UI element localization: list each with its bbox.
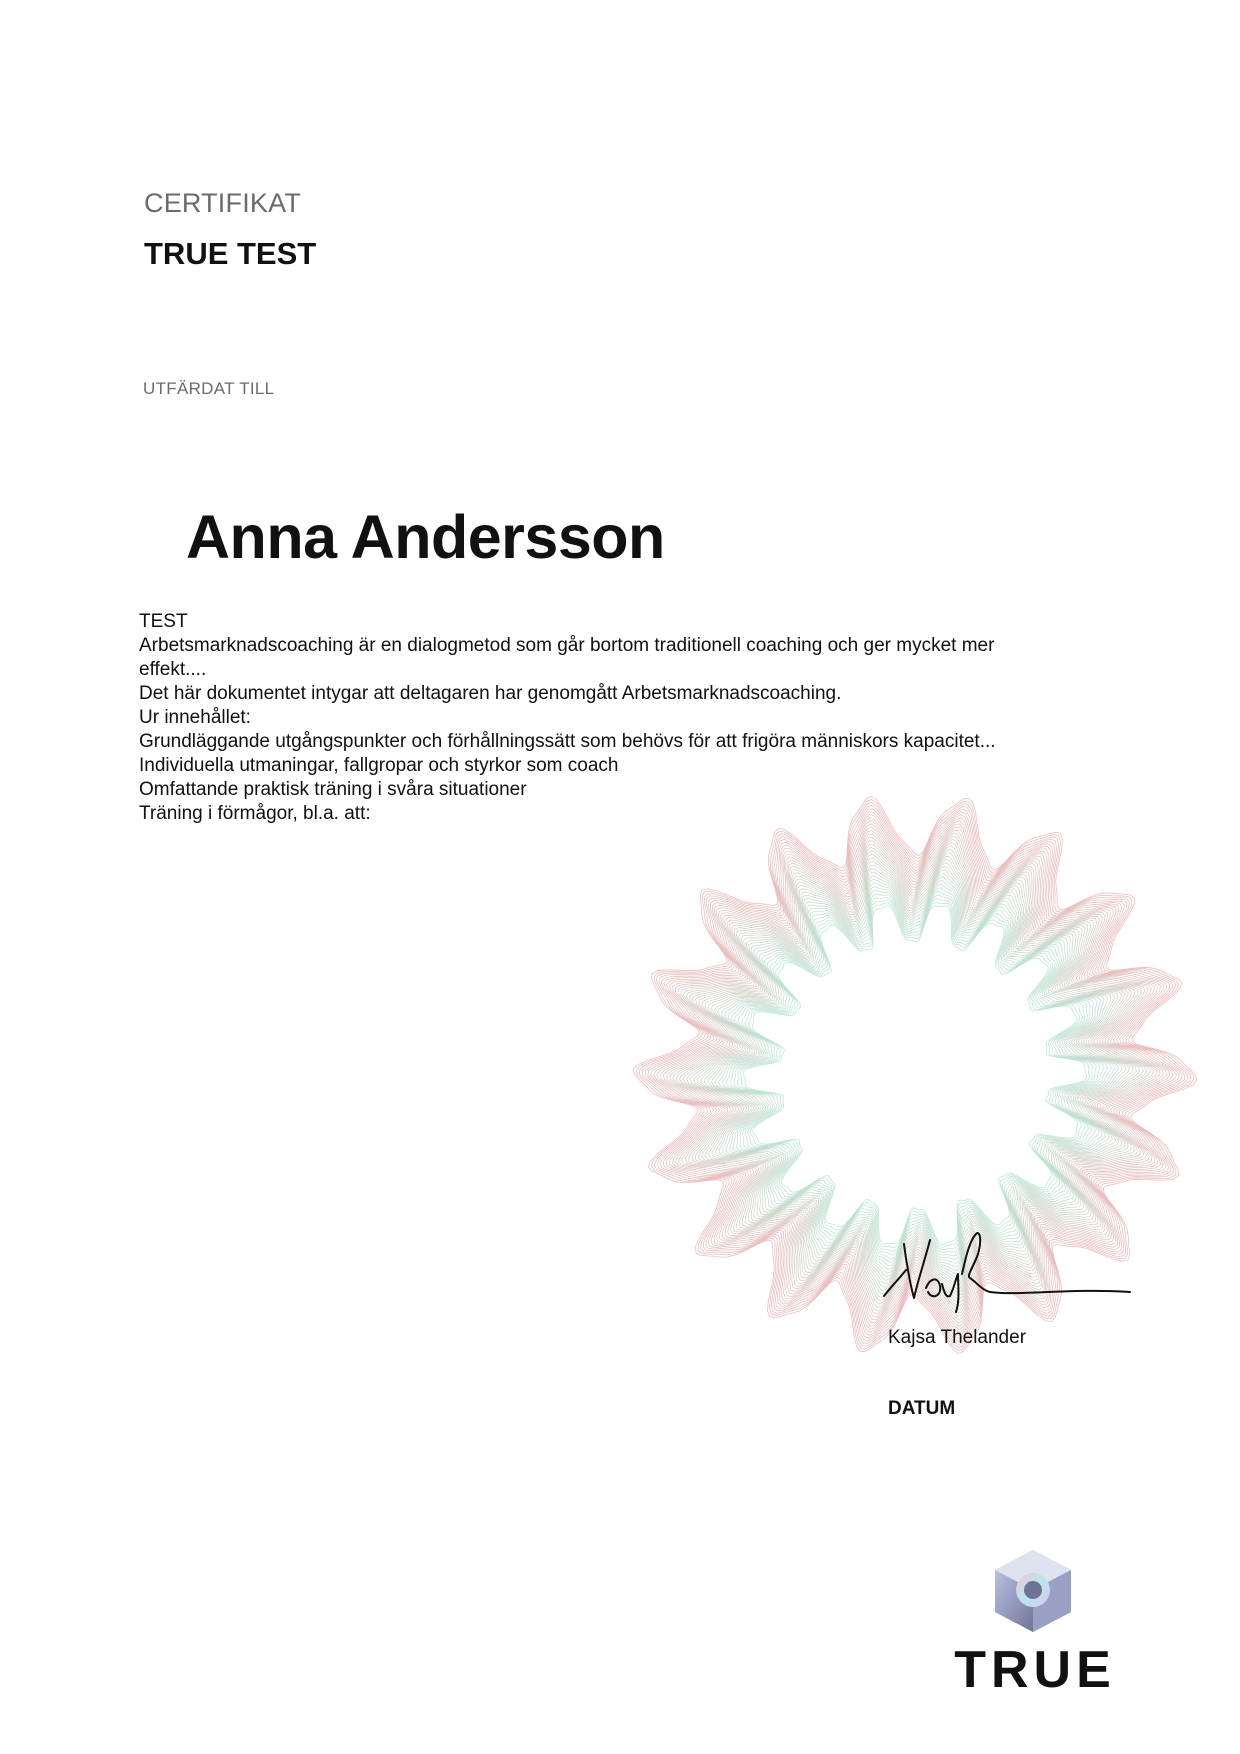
logo-wordmark: TRUE xyxy=(954,1641,1116,1699)
description-line: Omfattande praktisk träning i svåra situationer xyxy=(139,779,527,800)
issued-to-label: UTFÄRDAT TILL xyxy=(143,379,275,398)
description-line: Träning i förmågor, bl.a. att: xyxy=(139,803,371,824)
course-title: TRUE TEST xyxy=(144,236,317,271)
true-cube-logo-icon xyxy=(988,1546,1078,1636)
company-logo xyxy=(950,1540,1120,1700)
description-line: TEST xyxy=(139,611,188,632)
date-label: DATUM xyxy=(888,1398,956,1419)
description-line: Det här dokumentet intygar att deltagaren har genomgått Arbetsmarknadscoaching. xyxy=(139,683,842,704)
rosette-ring xyxy=(740,902,1089,1247)
description-line: Grundläggande utgångspunkter och förhållningssätt som behövs för att frigöra människors kapacitet... xyxy=(139,731,996,752)
signer-name: Kajsa Thelander xyxy=(888,1327,1027,1348)
signature-image xyxy=(880,1226,1140,1316)
description-line: Ur innehållet: xyxy=(139,707,251,728)
description-line: Arbetsmarknadscoaching är en dialogmetod som går bortom traditionell coaching och ger mycket mer xyxy=(139,635,995,656)
description-line: Individuella utmaningar, fallgropar och styrkor som coach xyxy=(139,755,619,776)
certificate-label: CERTIFIKAT xyxy=(144,188,302,218)
recipient-name: Anna Andersson xyxy=(186,503,665,571)
description-line: effekt.... xyxy=(139,659,207,680)
